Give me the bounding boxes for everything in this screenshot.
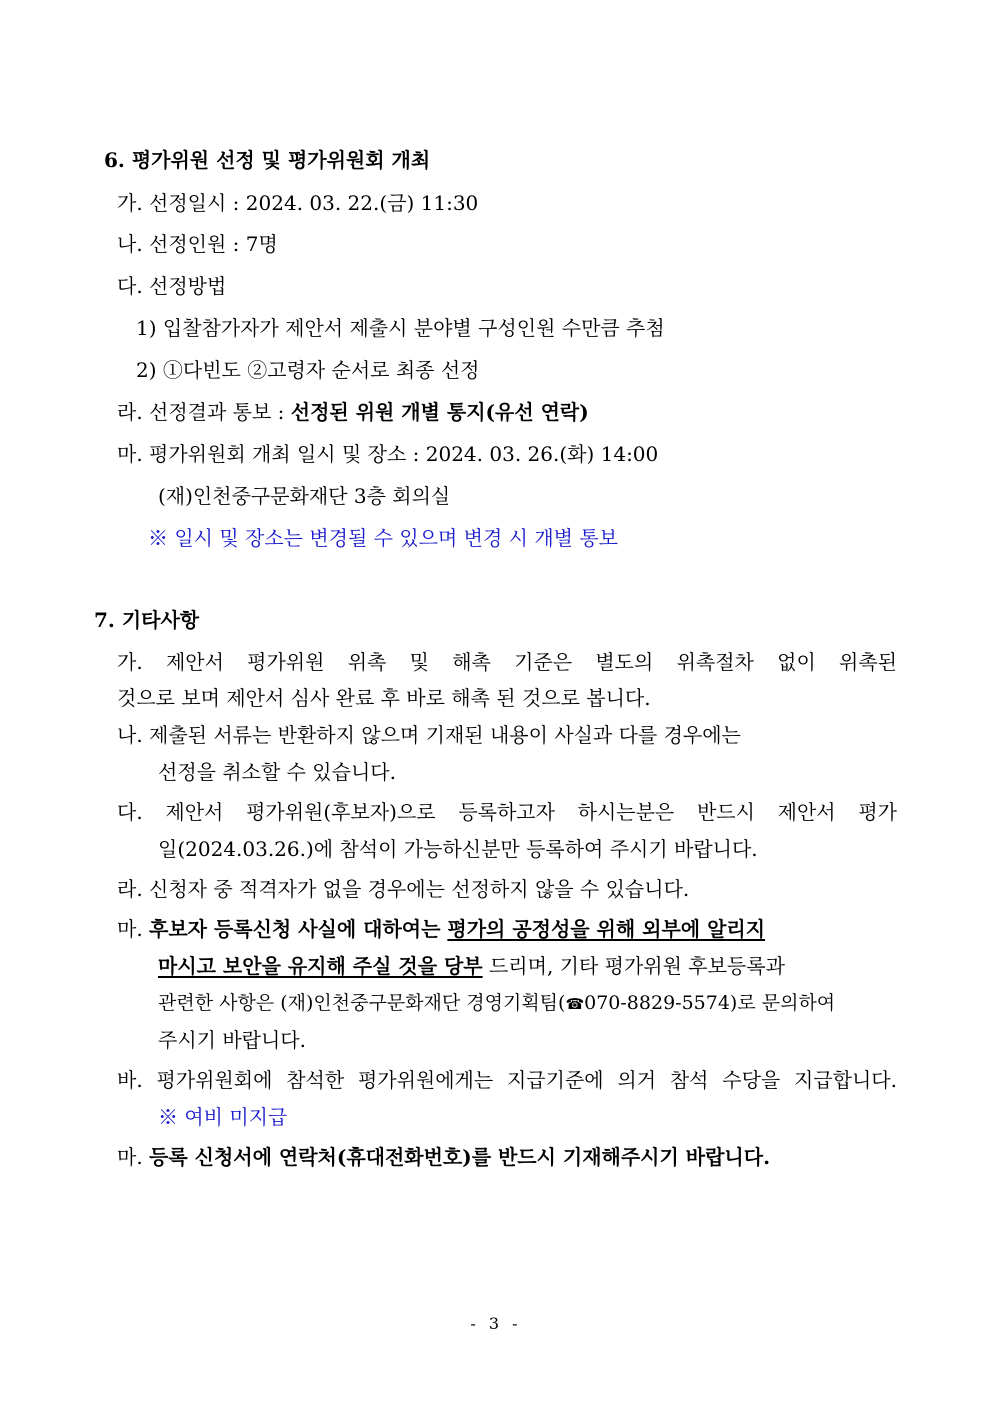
section-7-heading: 7. 기타사항 [94,608,200,632]
section-7-item-ma-contact-a: 관련한 사항은 (재)인천중구문화재단 경영기획팀( [158,992,566,1014]
section-7-item-ma-underline-2: 마시고 보안을 유지해 주실 것을 당부 [158,954,483,978]
section-7-item-ra: 라. 신청자 중 적격자가 없을 경우에는 선정하지 않을 수 있습니다. [117,877,690,901]
section-7-item-ma-label: 마. [117,917,150,941]
section-6-item-na: 나. 선정인원 : 7명 [117,232,278,256]
section-7-item-ga-line2: 것으로 보며 제안서 심사 완료 후 바로 해촉 된 것으로 봅니다. [117,686,651,710]
section-6-item-da-1: 1) 입찰참가자가 제안서 제출시 분야별 구성인원 수만큼 추첨 [136,316,665,340]
section-6-heading: 6. 평가위원 선정 및 평가위원회 개최 [104,148,431,172]
section-6-item-ra-label: 라. 선정결과 통보 : [117,400,291,424]
section-7-item-ma2-label: 마. [117,1145,150,1169]
page-number: - 3 - [470,1314,522,1333]
section-7-item-ma-line3 [158,990,835,1017]
section-6-item-ra-bold: 선정된 위원 개별 통지(유선 연락) [290,400,589,424]
section-7-item-ma-line1 [117,916,765,942]
section-6-item-ga: 가. 선정일시 : 2024. 03. 22.(금) 11:30 [117,191,479,215]
section-7-item-ga-line1: 가. 제안서 평가위원 위촉 및 해촉 기준은 별도의 위촉절차 없이 위촉된 [117,650,897,674]
section-7-item-ma-line2 [158,953,785,979]
section-6-item-ma-place: (재)인천중구문화재단 3층 회의실 [158,484,451,508]
section-6-item-ma: 마. 평가위원회 개최 일시 및 장소 : 2024. 03. 26.(화) 14:00 [117,442,659,466]
section-6-item-da: 다. 선정방법 [117,274,227,298]
section-6-note: ※ 일시 및 장소는 변경될 수 있으며 변경 시 개별 통보 [148,526,618,550]
section-7-item-ma2 [117,1144,770,1170]
section-7-item-na-line2: 선정을 취소할 수 있습니다. [158,760,396,784]
section-7-item-ma-underline-1: 평가의 공정성을 위해 외부에 알리지 [447,917,766,941]
phone-icon: ☎ [565,995,585,1013]
section-7-item-ma-bold: 후보자 등록신청 사실에 대하여는 [149,917,448,941]
section-7-item-na-line1: 나. 제출된 서류는 반환하지 않으며 기재된 내용이 사실과 다를 경우에는 [117,723,741,747]
section-6-item-da-2: 2) ①다빈도 ②고령자 순서로 최종 선정 [136,358,480,382]
section-7-item-ma2-bold: 등록 신청서에 연락처(휴대전화번호)를 반드시 기재해주시기 바랍니다. [149,1145,771,1169]
section-7-item-da-line1: 다. 제안서 평가위원(후보자)으로 등록하고자 하시는분은 반드시 제안서 평가 [117,800,897,824]
section-7-item-da-line2: 일(2024.03.26.)에 참석이 가능하신분만 등록하여 주시기 바랍니다. [158,837,758,861]
section-7-item-ba-note: ※ 여비 미지급 [158,1105,288,1129]
section-7-item-ba: 바. 평가위원회에 참석한 평가위원에게는 지급기준에 의거 참석 수당을 지급합니다. [117,1068,897,1092]
section-7-item-ma-rest: 드리며, 기타 평가위원 후보등록과 [482,954,785,978]
section-6-item-ra [117,399,589,425]
section-7-item-ma-contact-b: 070-8829-5574)로 문의하여 [584,992,836,1014]
section-7-item-ma-line4: 주시기 바랍니다. [158,1028,306,1052]
